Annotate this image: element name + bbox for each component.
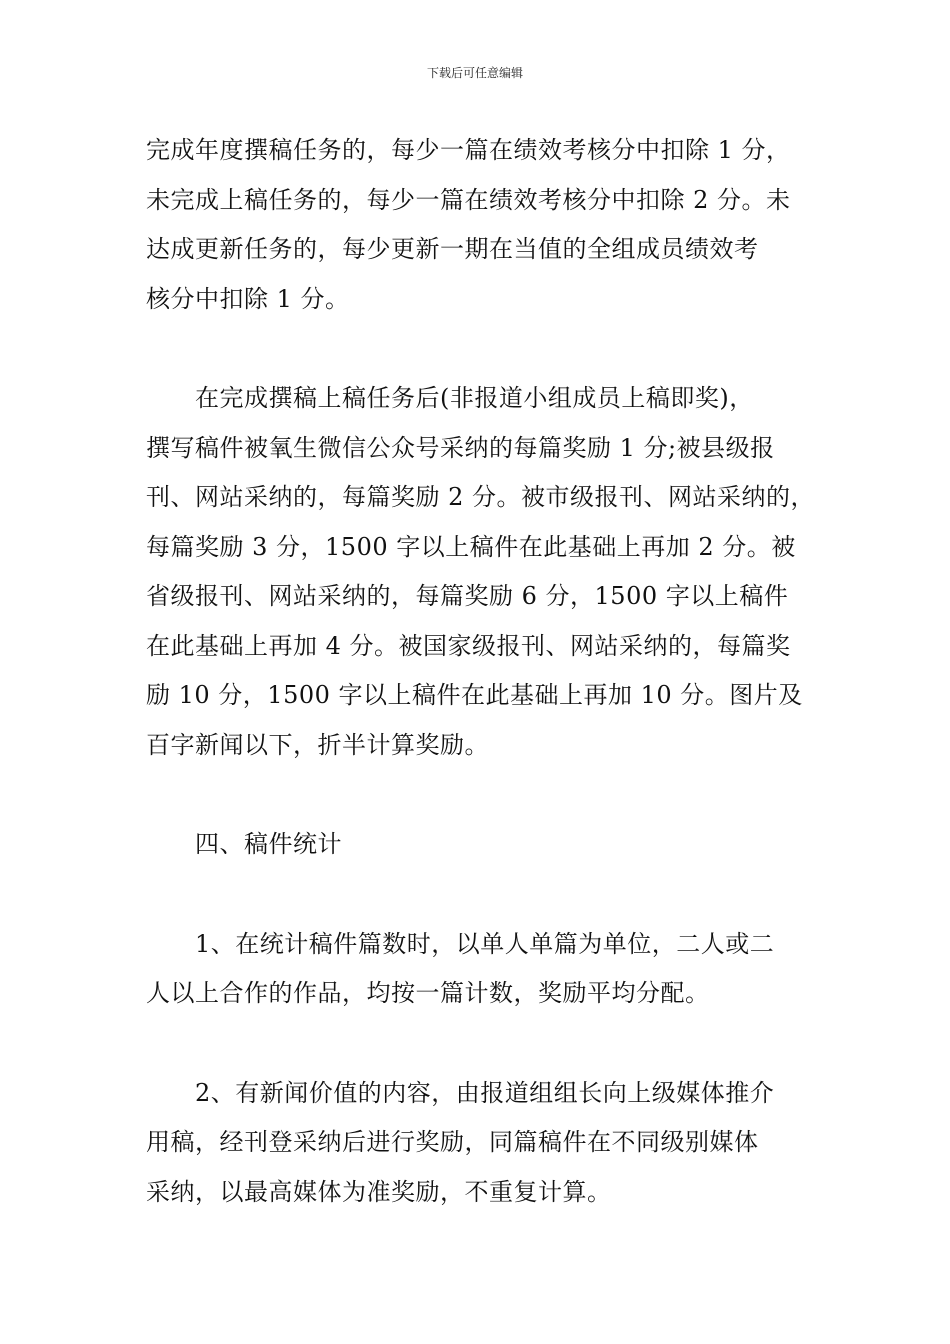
- text-line: 每篇奖励 3 分，1500 字以上稿件在此基础上再加 2 分。被: [146, 532, 796, 561]
- text-line: 核分中扣除 1 分。: [146, 284, 350, 313]
- text-line: 省级报刊、网站采纳的，每篇奖励 6 分，1500 字以上稿件: [146, 582, 789, 610]
- text-line: 用稿，经刊登采纳后进行奖励，同篇稿件在不同级别媒体: [146, 1128, 759, 1156]
- text-line: 刊、网站采纳的，每篇奖励 2 分。被市级报刊、网站采纳的，: [146, 483, 816, 511]
- text-line: 采纳，以最高媒体为准奖励，不重复计算。: [146, 1177, 612, 1206]
- heading-line: 四、稿件统计: [146, 830, 342, 858]
- text-line: 人以上合作的作品，均按一篇计数，奖励平均分配。: [146, 979, 710, 1007]
- paragraph-rewards: [146, 374, 826, 770]
- paragraph-spacer: [146, 870, 826, 920]
- text-line: 百字新闻以下，折半计算奖励。: [146, 730, 489, 759]
- text-line: 励 10 分，1500 字以上稿件在此基础上再加 10 分。图片及: [146, 681, 803, 709]
- section-heading: [146, 820, 826, 870]
- paragraph-spacer: [146, 770, 826, 820]
- text-line: 完成年度撰稿任务的，每少一篇在绩效考核分中扣除 1 分，: [146, 136, 791, 164]
- paragraph-spacer: [146, 1019, 826, 1069]
- text-line: 在完成撰稿上稿任务后(非报道小组成员上稿即奖)，: [146, 384, 754, 412]
- paragraph-penalty: [146, 126, 826, 324]
- page-header: 下载后可任意编辑: [426, 66, 523, 80]
- paragraph-item-1: [146, 920, 826, 1019]
- document-body: [146, 126, 826, 1217]
- text-line: 撰写稿件被氧生微信公众号采纳的每篇奖励 1 分;被县级报: [146, 433, 775, 462]
- text-line: 在此基础上再加 4 分。被国家级报刊、网站采纳的，每篇奖: [146, 631, 791, 660]
- text-line: 未完成上稿任务的，每少一篇在绩效考核分中扣除 2 分。未: [146, 185, 791, 214]
- text-line: 达成更新任务的，每少更新一期在当值的全组成员绩效考: [146, 235, 759, 263]
- text-line: 1、在统计稿件篇数时，以单人单篇为单位，二人或二: [146, 929, 775, 958]
- paragraph-item-2: [146, 1069, 826, 1218]
- paragraph-spacer: [146, 324, 826, 374]
- text-line: 2、有新闻价值的内容，由报道组组长向上级媒体推介: [146, 1078, 775, 1107]
